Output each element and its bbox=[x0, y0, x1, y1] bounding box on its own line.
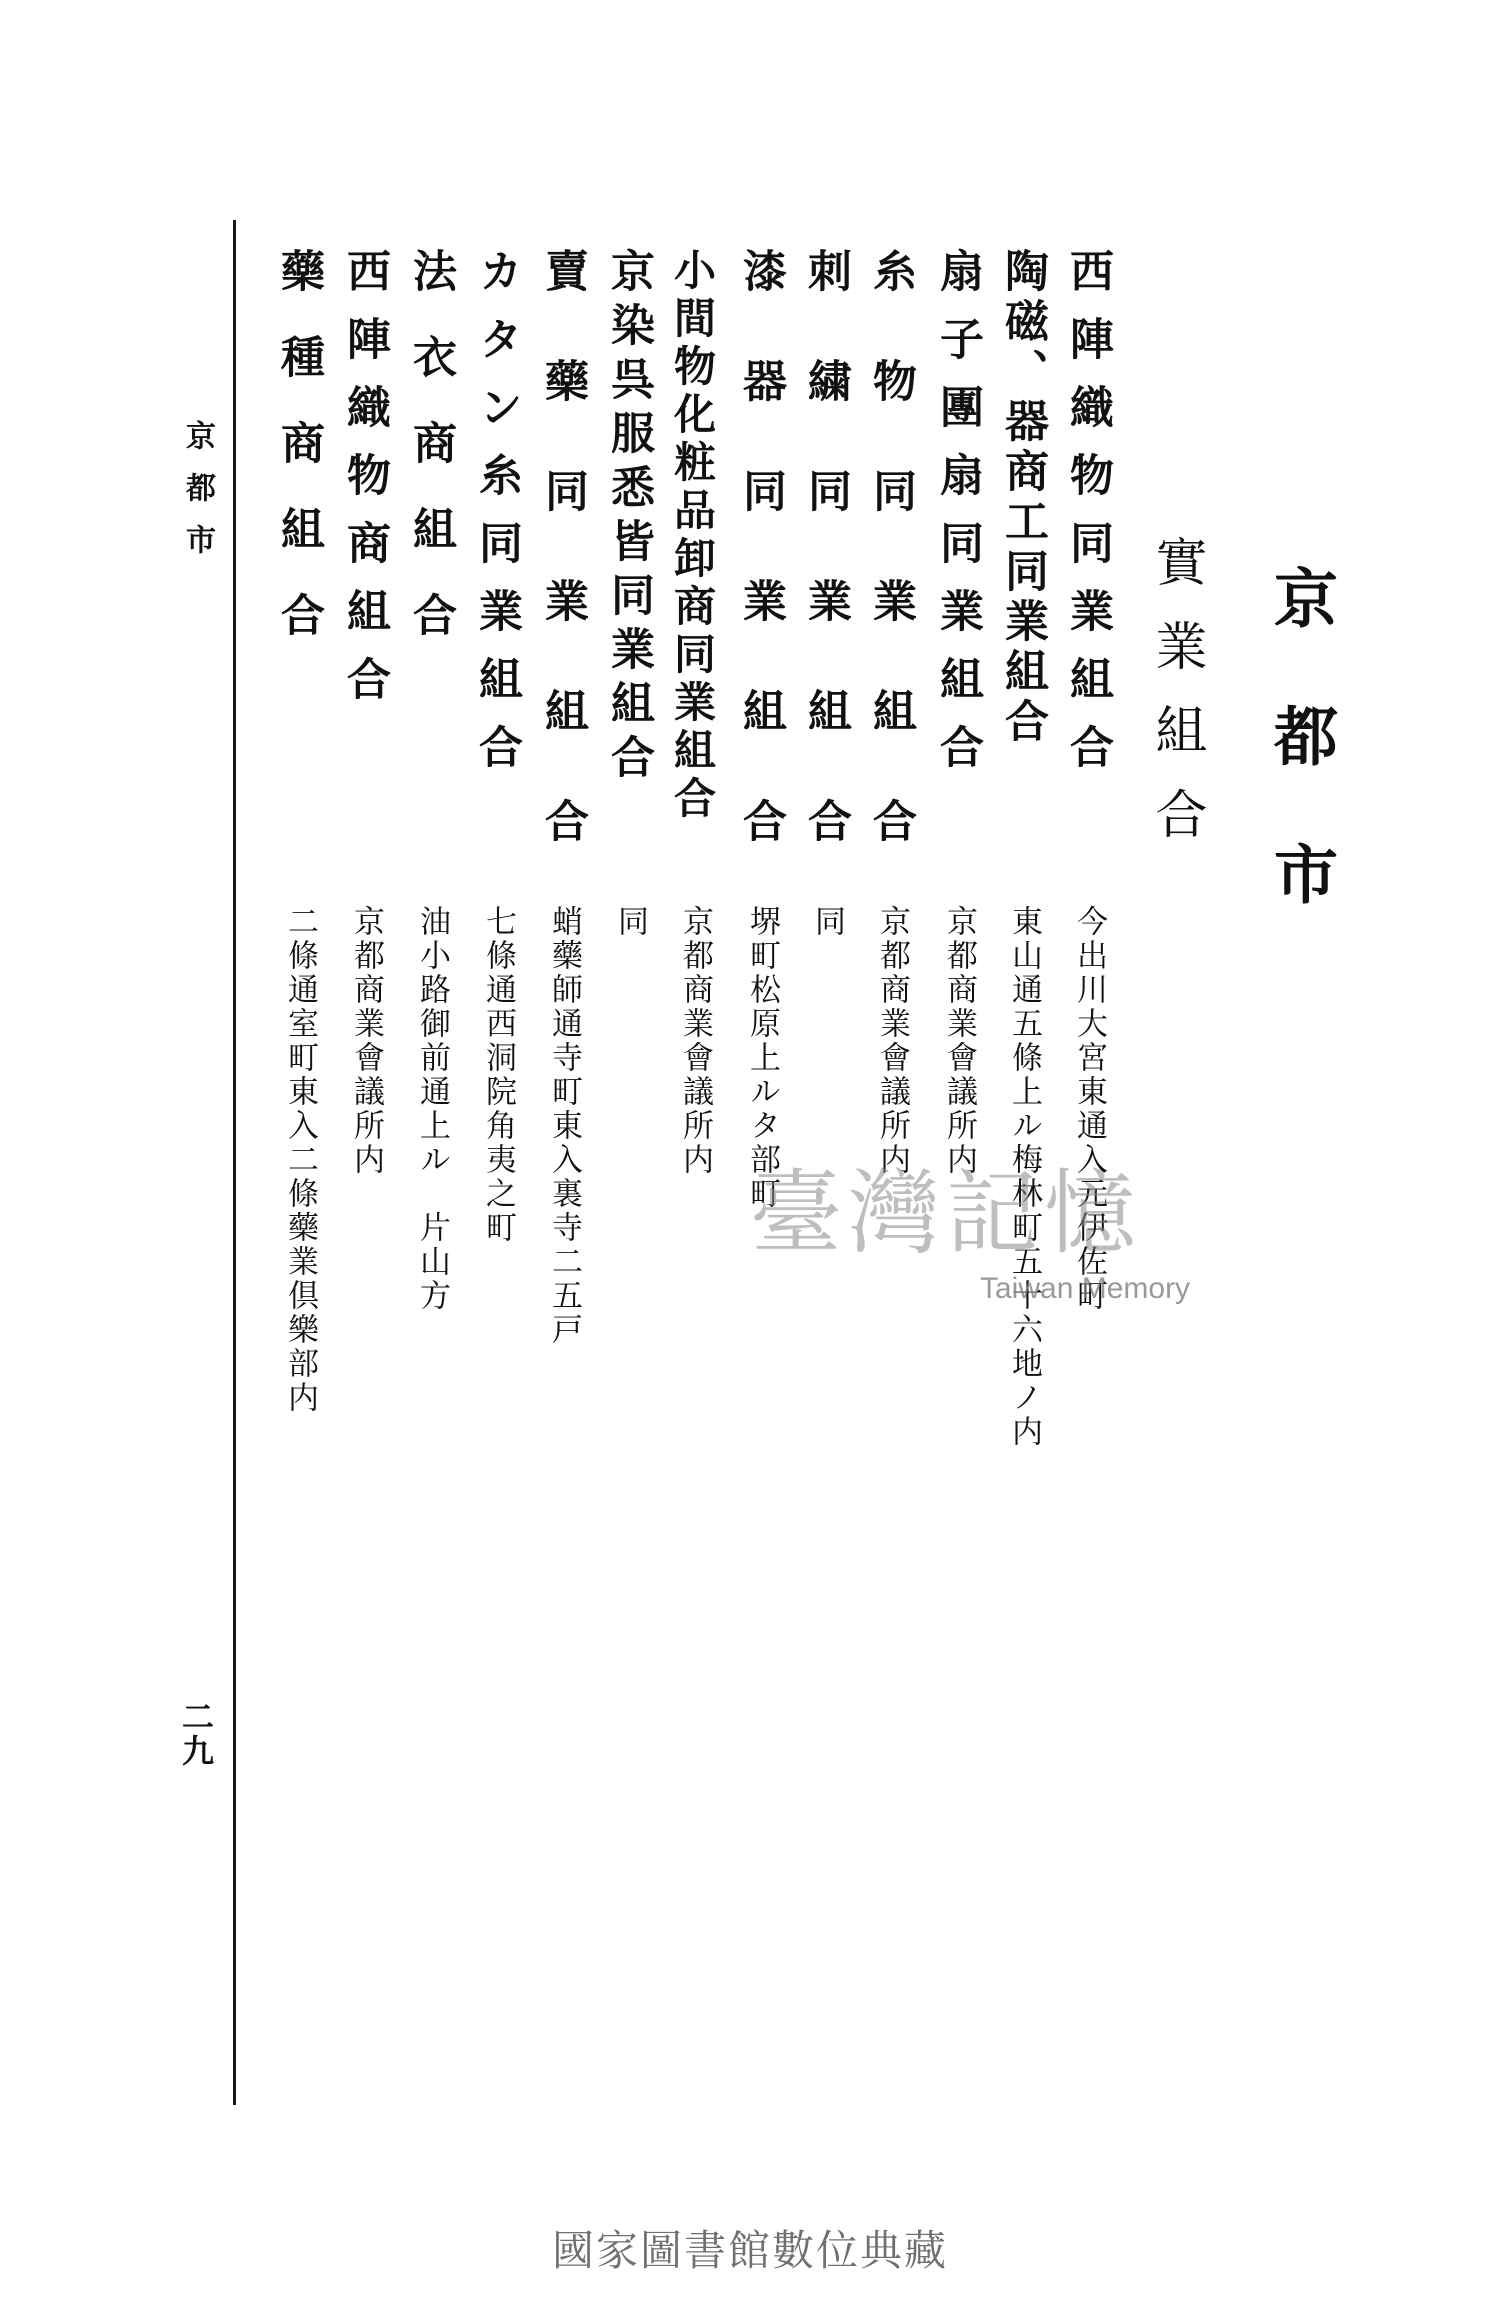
entry-name: 扇子團扇同業組合 bbox=[932, 248, 983, 792]
watermark: 臺灣記憶 bbox=[750, 1160, 1143, 1267]
entry-name: 糸物同業組合 bbox=[865, 248, 916, 908]
entry-address: 七條通西洞院角夷之町 bbox=[480, 905, 516, 1245]
entry-address: 同 bbox=[809, 905, 845, 939]
entry-address: 堺町松原上ルタ部町 bbox=[744, 905, 780, 1211]
entry-address: 二條通室町東入二條藥業倶樂部内 bbox=[282, 905, 318, 1415]
section-title: 實業組合 bbox=[1146, 535, 1206, 871]
entry-name: 法衣商組合 bbox=[405, 248, 456, 678]
entry-name: 漆器同業組合 bbox=[735, 248, 786, 908]
entry-address: 京都商業會議所内 bbox=[677, 905, 713, 1177]
entry-name: 刺繍同業組合 bbox=[800, 248, 851, 908]
entry-address: 同 bbox=[612, 905, 648, 939]
entry-address: 東山通五條上ル梅林町五十六地ノ内 bbox=[1006, 905, 1042, 1449]
entry-name: 小間物化粧品卸商同業組合 bbox=[668, 248, 717, 824]
entry-name: 陶磁、器商工同業組合 bbox=[997, 248, 1048, 748]
entry-name: カタン糸同業組合 bbox=[471, 248, 522, 792]
entry-name: 西陣織物商組合 bbox=[339, 248, 390, 724]
entry-name: 京染呉服悉皆同業組合 bbox=[603, 248, 654, 788]
entry-address: 油小路御前通上ル 片山方 bbox=[414, 905, 450, 1313]
entry-address: 京都商業會議所内 bbox=[874, 905, 910, 1177]
margin-rule bbox=[233, 220, 236, 2105]
watermark-subtitle: Taiwan Memory bbox=[980, 1272, 1191, 1305]
entry-name: 賣藥同業組合 bbox=[537, 248, 588, 908]
running-title: 京都市 bbox=[180, 420, 215, 576]
entry-name: 西陣織物同業組合 bbox=[1062, 248, 1113, 792]
entry-address: 蛸藥師通寺町東入裏寺二五戸 bbox=[546, 905, 582, 1347]
entry-name: 藥種商組合 bbox=[273, 248, 324, 678]
city-title: 京都市 bbox=[1263, 565, 1338, 979]
entry-address: 今出川大宮東通入元伊佐町 bbox=[1071, 905, 1107, 1313]
entry-address: 京都商業會議所内 bbox=[348, 905, 384, 1177]
entry-address: 京都商業會議所内 bbox=[941, 905, 977, 1177]
page-number: 二九 bbox=[177, 1700, 215, 1768]
footer-credit: 國家圖書館數位典藏 bbox=[551, 2226, 948, 2275]
